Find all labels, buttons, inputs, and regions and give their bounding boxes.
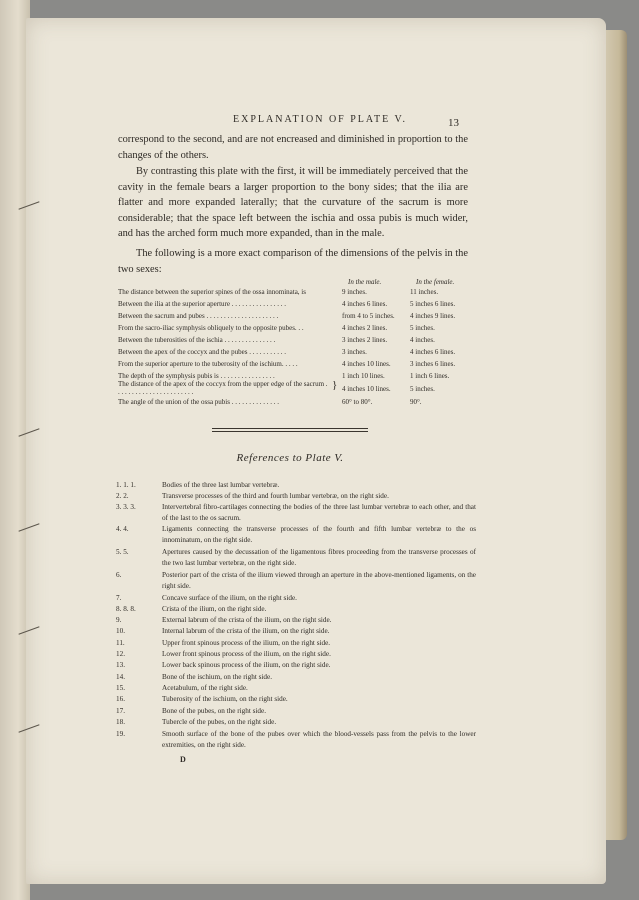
list-item xyxy=(116,502,476,525)
list-item xyxy=(116,480,476,491)
reference-number: 10. xyxy=(116,627,125,635)
male-value: 9 inches. xyxy=(342,288,367,296)
row-label: From the sacro-iliac symphysis obliquely to the opposite pubes. . . xyxy=(118,324,304,332)
female-value: 5 inches. xyxy=(410,324,435,332)
male-value: 4 inches 10 lines. xyxy=(342,360,391,368)
reference-number: 1. 1. 1. xyxy=(116,481,136,489)
row-label: Between the tuberosities of the ischia . . . . . . . . . . . . . . . xyxy=(118,336,276,344)
table-row xyxy=(118,286,478,298)
column-header-female: In the female. xyxy=(416,278,455,286)
reference-text: Internal labrum of the crista of the ilium, on the right side. xyxy=(162,627,330,635)
list-item xyxy=(116,638,476,649)
list-item xyxy=(116,570,476,593)
list-item xyxy=(116,717,476,728)
male-value: 4 inches 6 lines. xyxy=(342,300,388,308)
paragraph-1: correspond to the second, and are not encreased and diminished in proportion to the changes of the others. xyxy=(118,134,468,161)
reference-number: 19. xyxy=(116,730,125,738)
list-item xyxy=(116,524,476,547)
list-item xyxy=(116,593,476,604)
reference-number: 3. 3. 3. xyxy=(116,503,136,511)
paragraph-3: The following is a more exact comparison of the dimensions of the pelvis in the two sexes: xyxy=(118,248,468,275)
female-value: 90°. xyxy=(410,398,422,406)
row-label: The distance between the superior spines of the ossa innominata, is xyxy=(118,288,306,296)
list-item xyxy=(116,547,476,570)
row-label: The angle of the union of the ossa pubis . . . . . . . . . . . . . . xyxy=(118,398,279,406)
female-value: 4 inches 6 lines. xyxy=(410,348,456,356)
reference-number: 6. xyxy=(116,571,122,579)
reference-text: Bodies of the three last lumbar vertebræ. xyxy=(162,481,280,489)
female-value: 4 inches. xyxy=(410,336,435,344)
reference-number: 14. xyxy=(116,673,125,681)
male-value: 4 inches 2 lines. xyxy=(342,324,388,332)
reference-number: 4. 4. xyxy=(116,525,129,533)
reference-text: Bone of the ischium, on the right side. xyxy=(162,673,272,681)
column-header-male: In the male. xyxy=(348,278,382,286)
table-row xyxy=(118,396,478,408)
list-item xyxy=(116,604,476,615)
reference-number: 11. xyxy=(116,639,125,647)
row-label: Between the sacrum and pubes . . . . . . . . . . . . . . . . . . . . . xyxy=(118,312,279,320)
list-item xyxy=(116,649,476,660)
reference-text: Ligaments connecting the transverse processes of the fourth and fifth lumbar vertebræ to the os innominatum, on the right side. xyxy=(162,525,476,545)
reference-text: Bone of the pubes, on the right side. xyxy=(162,707,267,715)
female-value: 5 inches. xyxy=(410,385,435,393)
row-label: Between the ilia at the superior aperture . . . . . . . . . . . . . . . . xyxy=(118,300,286,308)
reference-number: 8. 8. 8. xyxy=(116,605,136,613)
female-value: 11 inches. xyxy=(410,288,439,296)
list-item xyxy=(116,694,476,705)
reference-text: Concave surface of the ilium, on the right side. xyxy=(162,594,297,602)
list-item xyxy=(116,615,476,626)
reference-number: 7. xyxy=(116,594,122,602)
reference-text: External labrum of the crista of the ilium, on the right side. xyxy=(162,616,332,624)
female-value: 5 inches 6 lines. xyxy=(410,300,456,308)
reference-text: Lower back spinous process of the ilium, on the right side. xyxy=(162,661,331,669)
paragraph-2: By contrasting this plate with the first, it will be immediately perceived that the cavity in the female bears a larger proportion to the bony sides; that the ilia are flatter and more expanded laterally; that the curvature of the sacrum is more considerable; that the space left between the ischia and ossa pubis is much wider, and has the arched form much more expanded, than in the male. xyxy=(118,166,468,240)
reference-number: 12. xyxy=(116,650,125,658)
male-value: 1 inch 10 lines. xyxy=(342,372,385,380)
reference-number: 18. xyxy=(116,718,125,726)
reference-text: Tuberosity of the ischium, on the right side. xyxy=(162,695,288,703)
reference-text: Tubercle of the pubes, on the right side. xyxy=(162,718,277,726)
reference-number: 2. 2. xyxy=(116,492,129,500)
reference-number: 9. xyxy=(116,616,122,624)
reference-number: 17. xyxy=(116,707,125,715)
reference-number: 16. xyxy=(116,695,125,703)
table-row xyxy=(118,298,478,310)
list-item xyxy=(116,706,476,717)
list-item xyxy=(116,683,476,694)
table-row xyxy=(118,346,478,358)
page-number: 13 xyxy=(448,117,459,129)
list-item xyxy=(116,626,476,637)
section-divider xyxy=(212,428,368,429)
row-label: The distance of the apex of the coccyx from the upper edge of the sacrum . . . . . . . . . . . . . . . . . . . . . . . xyxy=(118,380,328,396)
row-label: From the superior aperture to the tuberosity of the ischium. . . . . xyxy=(118,360,298,368)
reference-number: 5. 5. xyxy=(116,548,129,556)
list-item xyxy=(116,491,476,502)
reference-number: 13. xyxy=(116,661,125,669)
signature-mark: D xyxy=(180,755,186,764)
male-value: 60° to 80°. xyxy=(342,398,373,406)
row-label: Between the apex of the coccyx and the pubes . . . . . . . . . . . xyxy=(118,348,286,356)
row-label: The depth of the symphysis pubis is . . . . . . . . . . . . . . . . xyxy=(118,372,275,380)
table-row xyxy=(118,358,478,370)
section-divider xyxy=(212,431,368,432)
list-item xyxy=(116,672,476,683)
male-value: from 4 to 5 inches. xyxy=(342,312,395,320)
female-value: 1 inch 6 lines. xyxy=(410,372,450,380)
reference-text: Acetabulum, of the right side. xyxy=(162,684,248,692)
table-row xyxy=(118,379,478,397)
list-item xyxy=(116,660,476,671)
female-value: 3 inches 6 lines. xyxy=(410,360,456,368)
reference-text: Crista of the ilium, on the right side. xyxy=(162,605,267,613)
references-title: References to Plate V. xyxy=(236,452,344,464)
reference-text: Upper front spinous process of the ilium, on the right side. xyxy=(162,639,331,647)
reference-text: Smooth surface of the bone of the pubes over which the blood-vessels pass from the pelvis to the lower extremities, on the right side. xyxy=(162,730,476,750)
brace-glyph: } xyxy=(332,379,338,391)
running-head: EXPLANATION OF PLATE V. xyxy=(233,114,407,125)
reference-text: Lower front spinous process of the ilium, on the right side. xyxy=(162,650,331,658)
reference-text: Posterior part of the crista of the ilium viewed through an aperture in the above-mentioned ligaments, on the right side. xyxy=(162,571,476,591)
female-value: 4 inches 9 lines. xyxy=(410,312,456,320)
reference-text: Transverse processes of the third and fourth lumbar vertebræ, on the right side. xyxy=(162,492,389,500)
male-value: 4 inches 10 lines. xyxy=(342,385,391,393)
reference-number: 15. xyxy=(116,684,125,692)
list-item xyxy=(116,729,476,752)
table-row xyxy=(118,322,478,334)
reference-text: Apertures caused by the decussation of the ligamentous fibres proceeding from the transverse processes of the two last lumbar vertebræ, on the right side. xyxy=(162,548,476,568)
male-value: 3 inches 2 lines. xyxy=(342,336,388,344)
table-row xyxy=(118,310,478,322)
reference-text: Intervertebral fibro-cartilages connecting the bodies of the three last lumbar vertebræ to each other, and that of the last to the os sacrum. xyxy=(162,503,476,523)
table-row xyxy=(118,334,478,346)
male-value: 3 inches. xyxy=(342,348,367,356)
